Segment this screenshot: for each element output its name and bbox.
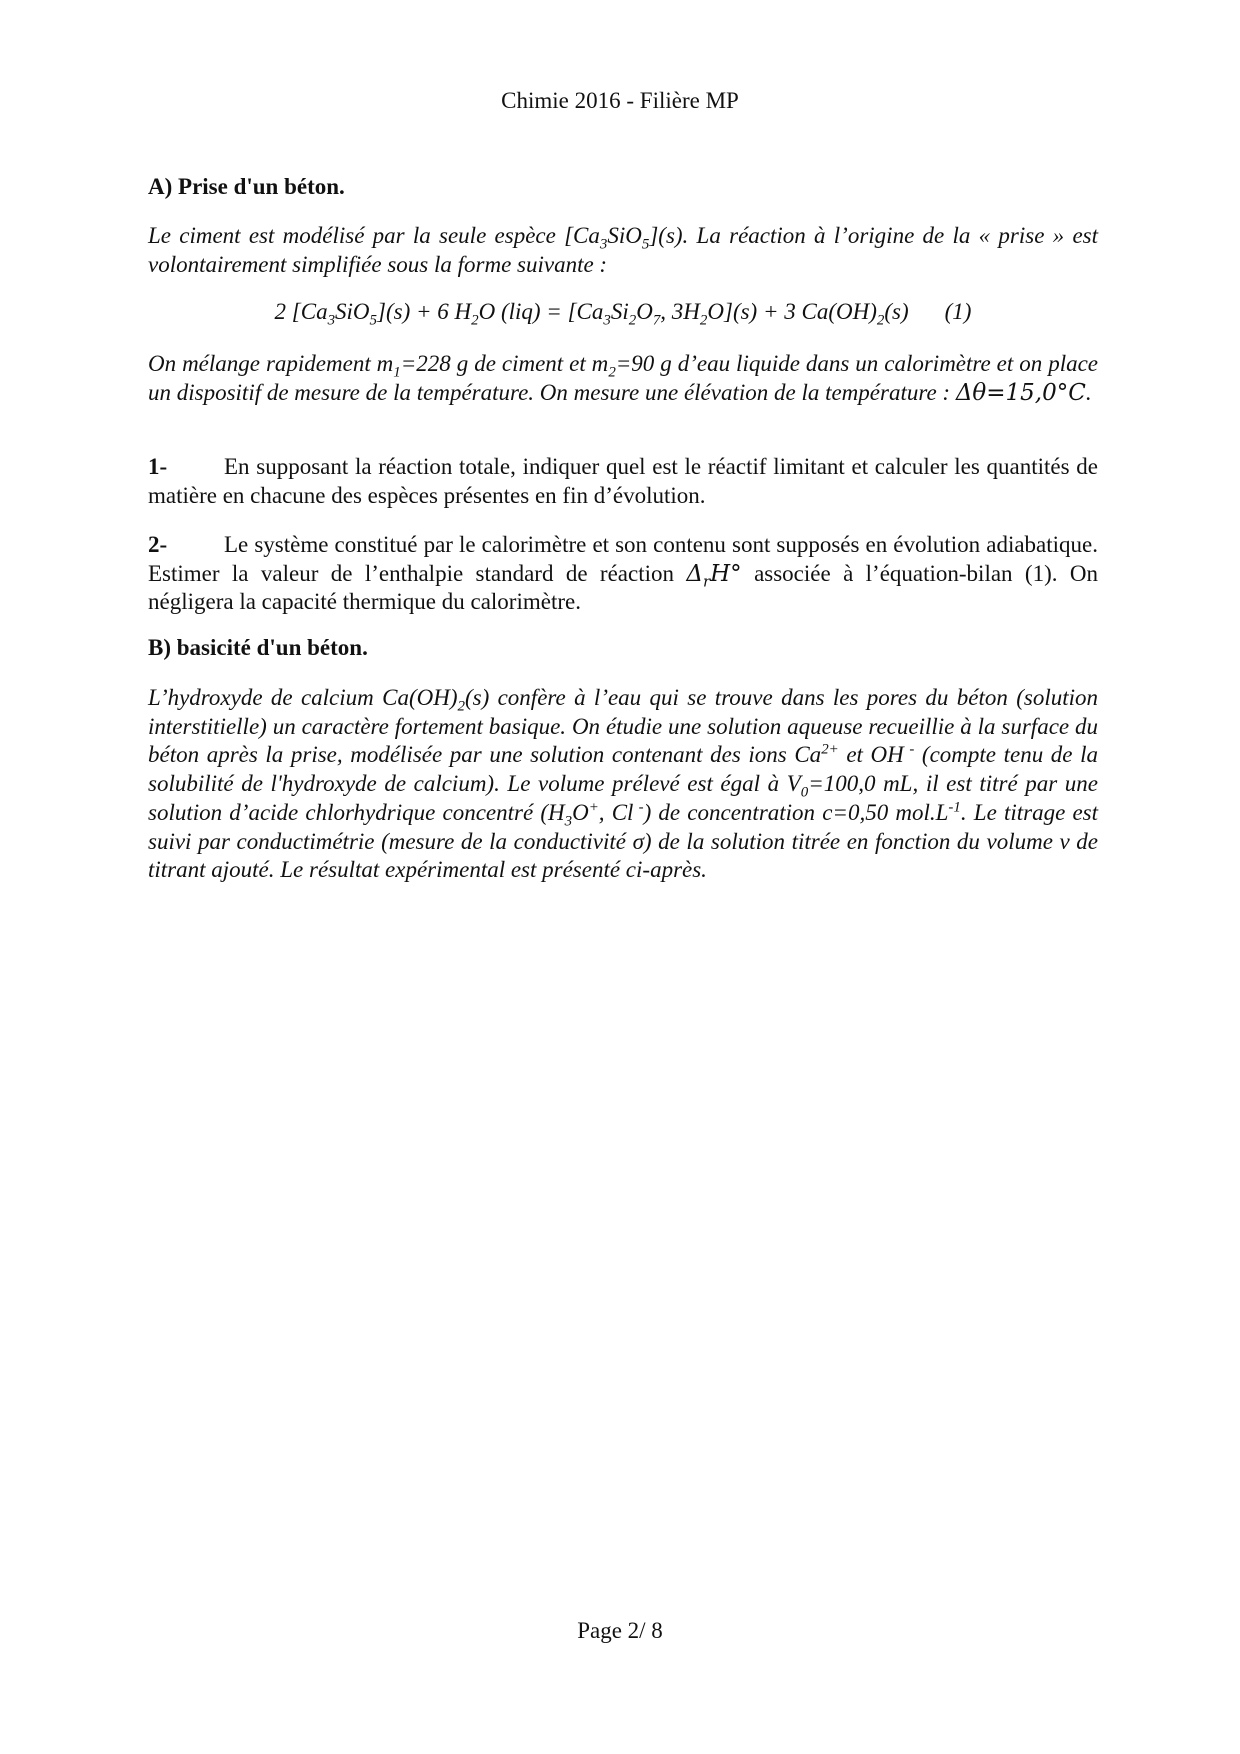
section-b-heading: B) basicité d'un béton. (148, 635, 368, 660)
equation-number: (1) (944, 299, 972, 324)
enthalpy-symbol: $\Delta_rH^\circ$ (686, 560, 742, 591)
question-1 (148, 453, 1098, 510)
delta-theta: Δθ=15,0°C (955, 379, 1086, 406)
section-a-intro: Le ciment est modélisé par la seule espèce $[Ca_3SiO_5](s)$. La réaction à l’origine de la « prise » est volontairement simplifiée sous la forme suivante : (148, 223, 1098, 277)
page-footer: Page 2/ 8 (577, 1618, 663, 1643)
question-2: 2- Le système constitué par le calorimètre et son contenu sont supposés en évolution adiabatique. Estimer la valeur de l’enthalpie standard de réaction $\Delta_rH^\circ$ associée à l’équation-bilan (1). On négligera la capacité thermique du calorimètre. (148, 532, 1098, 614)
question-1-text: En supposant la réaction totale, indiquer quel est le réactif limitant et calculer les quantités de matière en chacune des espèces présentes en fin d’évolution. (148, 454, 1098, 508)
question-1-number: 1- (148, 454, 168, 479)
question-2-number: 2- (148, 532, 168, 557)
section-a-heading: A) Prise d'un béton. (148, 174, 345, 199)
section-b-paragraph: L’hydroxyde de calcium $Ca(OH)_2(s)$ confère à l’eau qui se trouve dans les pores du béton (solution interstitielle) un caractère fortement basique. On étudie une solution aqueuse recueillie à la surface du béton après la prise, modélisée par une solution contenant des ions $Ca^{2+}$ et OH - (compte tenu de la solubilité de l'hydroxyde de calcium). Le volume prélevé est égal à $V_0=100,0$ mL, il est titré par une solution d’acide chlorhydrique concentré ($H_3O^+$, Cl -) de concentration c=0,50 $mol.L^{-1}$. Le titrage est suivi par conductimétrie (mesure de la conductivité σ) de la solution titrée en fonction du volume v de titrant ajouté. Le résultat expérimental est présenté ci-après. (148, 685, 1098, 883)
section-a-mixing: On mélange rapidement $m_1=228$ g de ciment et $m_2=90$ g d’eau liquide dans un calorimètre et on place un dispositif de mesure de la température. On mesure une élévation de la température : Δθ=15,0°C. (148, 351, 1099, 406)
reaction-equation: 2 $[Ca_3SiO_5](s) + 6$ $H_2O$ $(liq) = [Ca_3Si_2O_7$, $3H_2O](s) + 3$ $Ca(OH)_2(s)$ (1) (274, 299, 972, 329)
page-header: Chimie 2016 - Filière MP (501, 88, 739, 113)
